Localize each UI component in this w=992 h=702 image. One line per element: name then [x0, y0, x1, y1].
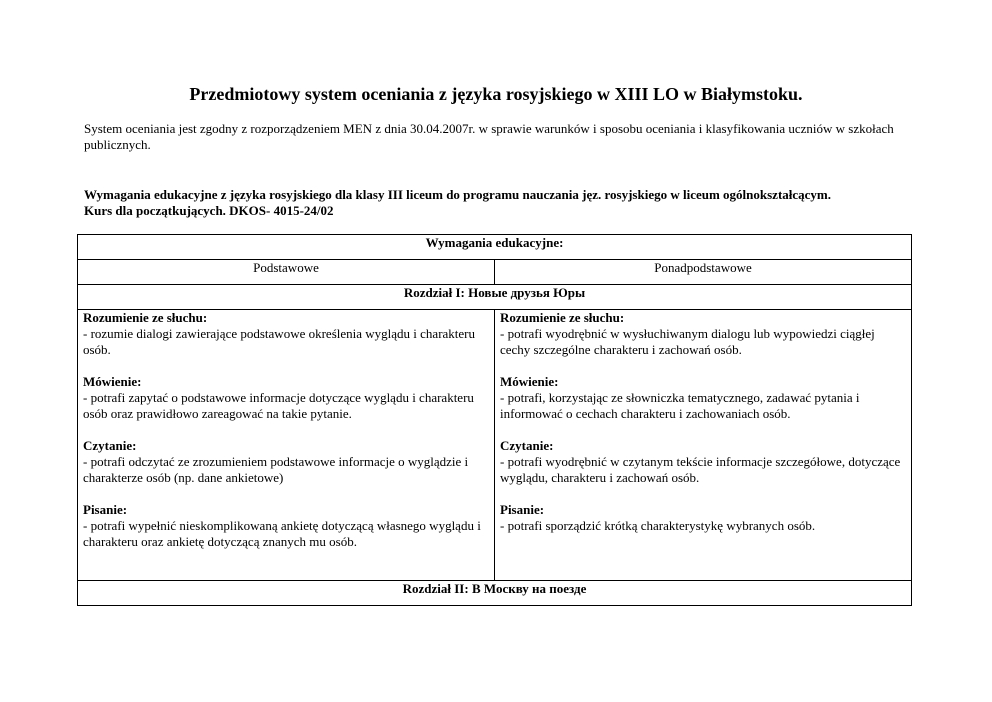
column-basic: Podstawowe	[78, 260, 495, 285]
advanced-speaking	[500, 374, 906, 422]
chapter-2-heading: Rozdział II: В Москву на поезде	[78, 581, 912, 606]
skill-text: - potrafi odczytać ze zrozumieniem podstawowe informacje o wyglądzie i charakterze osób (np. dane ankietowe)	[83, 454, 469, 485]
skill-text: - rozumie dialogi zawierające podstawowe określenia wyglądu i charakteru osób.	[83, 326, 475, 357]
skill-text: - potrafi wyodrębnić w czytanym tekście informacje szczegółowe, dotyczące wyglądu, charakteru i zachowań osób.	[500, 454, 901, 485]
skill-heading: Czytanie:	[500, 438, 554, 453]
basic-writing	[83, 502, 489, 550]
skill-heading: Pisanie:	[500, 502, 545, 517]
chapter-1-heading: Rozdział I: Новые друзья Юры	[78, 285, 912, 310]
basic-speaking	[83, 374, 489, 422]
skill-heading: Mówienie:	[83, 374, 142, 389]
requirements-line-1: Wymagania edukacyjne z języka rosyjskiego dla klasy III liceum do programu nauczania jęz. rosyjskiego w liceum ogólnokształcącym.	[84, 187, 832, 202]
basic-reading	[83, 438, 489, 486]
advanced-writing	[500, 502, 906, 534]
advanced-listening	[500, 310, 906, 358]
column-advanced: Ponadpodstawowe	[495, 260, 912, 285]
table-header: Wymagania edukacyjne:	[78, 235, 912, 260]
skill-heading: Mówienie:	[500, 374, 559, 389]
skill-text: - potrafi zapytać o podstawowe informacje dotyczące wyglądu i charakteru osób oraz prawidłowo zareagować na takie pytanie.	[83, 390, 474, 421]
advanced-requirements-cell	[495, 310, 912, 581]
intro-paragraph: System oceniania jest zgodny z rozporządzeniem MEN z dnia 30.04.2007r. w sprawie warunków i sposobu oceniania i klasyfikowania uczniów w szkołach publicznych.	[84, 121, 894, 152]
skill-text: - potrafi, korzystając ze słowniczka tematycznego, zadawać pytania i informować o cechach charakteru i zachowaniach osób.	[500, 390, 860, 421]
requirements-paragraph	[84, 187, 914, 219]
skill-text: - potrafi wyodrębnić w wysłuchiwanym dialogu lub wypowiedzi ciągłej cechy szczególne charakteru i zachowań osób.	[500, 326, 875, 357]
document-title: Przedmiotowy system oceniania z języka rosyjskiego w XIII LO w Białymstoku.	[189, 84, 803, 104]
skill-text: - potrafi sporządzić krótką charakterystykę wybranych osób.	[500, 518, 816, 533]
basic-listening	[83, 310, 489, 358]
skill-heading: Pisanie:	[83, 502, 128, 517]
skill-heading: Rozumienie ze słuchu:	[83, 310, 208, 325]
advanced-reading	[500, 438, 906, 486]
basic-requirements-cell	[78, 310, 495, 581]
requirements-table	[77, 234, 912, 606]
requirements-line-2: Kurs dla początkujących. DKOS- 4015-24/02	[84, 203, 334, 218]
skill-heading: Rozumienie ze słuchu:	[500, 310, 625, 325]
skill-heading: Czytanie:	[83, 438, 137, 453]
skill-text: - potrafi wypełnić nieskomplikowaną ankietę dotyczącą własnego wyglądu i charakteru oraz ankietę dotyczącą znanych mu osób.	[83, 518, 481, 549]
